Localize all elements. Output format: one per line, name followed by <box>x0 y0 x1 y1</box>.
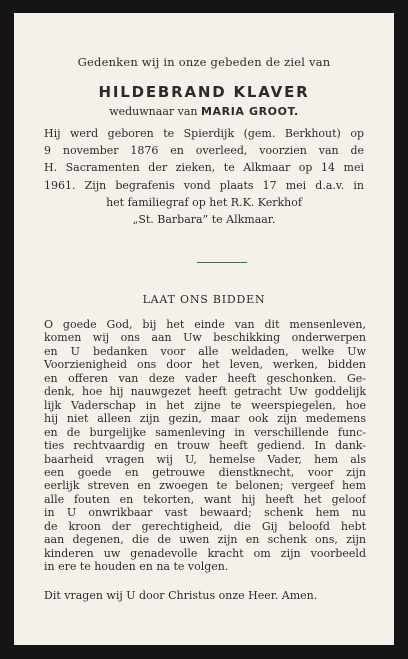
prayer-line: kinderen uw genadevolle kracht om zijn voorbeeld <box>44 546 366 560</box>
bio-line: 9 november 1876 en overleed, voorzien van de <box>44 144 364 158</box>
prayer-line: ties rechtvaardig en trouw heeft gediend. In dank- <box>44 439 366 453</box>
prayer-line: lijk Vaderschap in het zijne te weerspiegelen, hoe <box>44 398 366 412</box>
prayer-line: de kroon der gerechtigheid, die Gij beloofd hebt <box>44 519 366 533</box>
prayer-line: een goede en getrouwe dienstknecht, voor zijn <box>44 465 366 479</box>
spouse-name: MARIA GROOT. <box>201 105 299 118</box>
bio-line: H. Sacramenten der zieken, te Alkmaar op 14 mei <box>44 161 364 175</box>
prayer-line: hij niet alleen zijn gezin, maar ook zijn medemens <box>44 412 366 426</box>
widower-line <box>14 105 394 118</box>
prayer-line: denk, hoe hij nauwgezet heeft getracht Uw goddelijk <box>44 385 366 399</box>
prayer-title: LAAT ONS BIDDEN <box>142 293 266 306</box>
prayer-line: en U bedanken voor alle weldaden, welke Uw <box>44 344 366 358</box>
closing-line: Dit vragen wij U door Christus onze Heer. Amen. <box>44 589 318 602</box>
prayer-line: baarheid vragen wij U, hemelse Vader, hem als <box>44 452 366 466</box>
deceased-name: HILDEBRAND KLAVER <box>98 83 310 101</box>
bio-line: Hij werd geboren te Spierdijk (gem. Berkhout) op <box>44 127 364 140</box>
prayer-line: alle fouten en tekorten, want hij heeft het geloof <box>44 492 366 506</box>
prayer-line: Voorzienigheid ons door het leven, werken, bidden <box>44 358 366 372</box>
bio-line: 1961. Zijn begrafenis vond plaats 17 mei d.a.v. in <box>44 178 364 192</box>
bio-line: het familiegraf op het R.K. Kerkhof <box>106 195 302 209</box>
prayer-line: in U onwrikbaar vast bewaard; schenk hem nu <box>44 506 366 520</box>
card-paper <box>14 13 394 645</box>
prayer-line: aan degenen, die de uwen zijn en schenk ons, zijn <box>44 533 366 547</box>
prayer-line: komen wij ons aan Uw beschikking onderwerpen <box>44 331 366 345</box>
bio-line: „St. Barbara” te Alkmaar. <box>132 213 276 227</box>
prayer-line: O goede God, bij het einde van dit mensenleven, <box>44 318 366 331</box>
prayer-line: en de burgelijke samenleving in verschillende func- <box>44 425 366 439</box>
prayer-line: en offeren van deze vader heeft geschonken. Ge- <box>44 371 366 385</box>
widower-prefix: weduwnaar van <box>109 105 198 118</box>
biography <box>44 125 364 228</box>
prayer-line: in ere te houden en na te volgen. <box>44 560 229 574</box>
prayer-line: eerlijk streven en zwoegen te belonen; vergeef hem <box>44 479 366 493</box>
prayer-text <box>44 318 366 574</box>
divider-rule <box>197 262 247 263</box>
intro-line: Gedenken wij in onze gebeden de ziel van <box>77 55 331 69</box>
